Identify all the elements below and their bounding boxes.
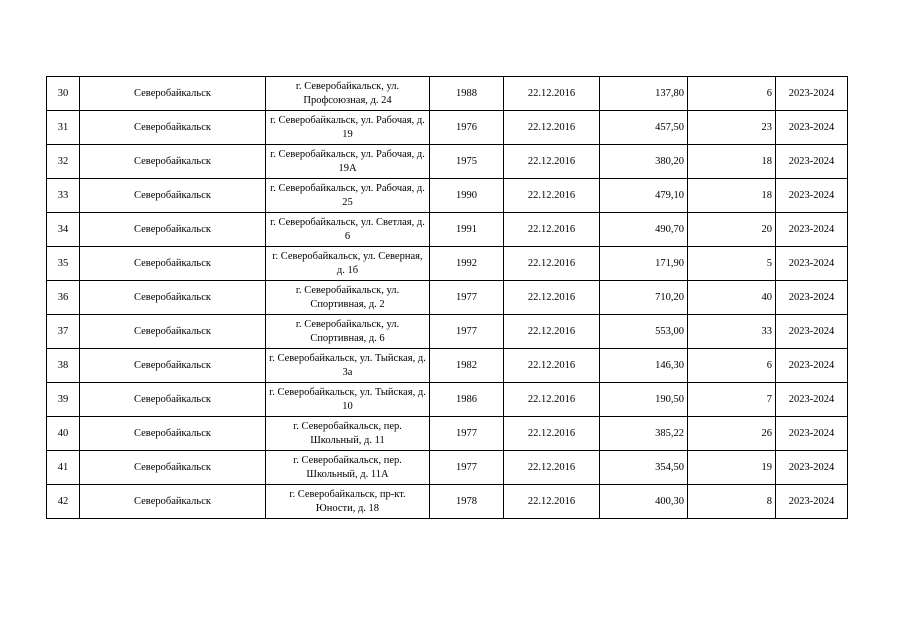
date-cell: 22.12.2016	[504, 485, 600, 519]
area-cell: 137,80	[600, 77, 688, 111]
row-number-cell: 36	[47, 281, 80, 315]
area-cell: 710,20	[600, 281, 688, 315]
address-cell: г. Северобайкальск, ул. Спортивная, д. 2	[266, 281, 430, 315]
area-cell: 479,10	[600, 179, 688, 213]
address-cell: г. Северобайкальск, ул. Рабочая, д. 19А	[266, 145, 430, 179]
table-row	[47, 349, 848, 383]
date-cell: 22.12.2016	[504, 213, 600, 247]
city-cell: Северобайкальск	[80, 179, 266, 213]
count-cell: 8	[688, 485, 776, 519]
count-cell: 18	[688, 145, 776, 179]
table-row	[47, 451, 848, 485]
area-cell: 380,20	[600, 145, 688, 179]
count-cell: 7	[688, 383, 776, 417]
row-number-cell: 37	[47, 315, 80, 349]
period-cell: 2023-2024	[776, 417, 848, 451]
city-cell: Северобайкальск	[80, 485, 266, 519]
table-row	[47, 315, 848, 349]
year-built-cell: 1976	[430, 111, 504, 145]
period-cell: 2023-2024	[776, 485, 848, 519]
year-built-cell: 1991	[430, 213, 504, 247]
row-number-cell: 35	[47, 247, 80, 281]
year-built-cell: 1977	[430, 281, 504, 315]
city-cell: Северобайкальск	[80, 349, 266, 383]
city-cell: Северобайкальск	[80, 451, 266, 485]
row-number-cell: 38	[47, 349, 80, 383]
row-number-cell: 39	[47, 383, 80, 417]
address-cell: г. Северобайкальск, ул. Тыйская, д. 3а	[266, 349, 430, 383]
count-cell: 6	[688, 349, 776, 383]
count-cell: 19	[688, 451, 776, 485]
table-body	[47, 77, 848, 519]
area-cell: 146,30	[600, 349, 688, 383]
address-cell: г. Северобайкальск, ул. Спортивная, д. 6	[266, 315, 430, 349]
count-cell: 6	[688, 77, 776, 111]
area-cell: 490,70	[600, 213, 688, 247]
area-cell: 354,50	[600, 451, 688, 485]
date-cell: 22.12.2016	[504, 417, 600, 451]
address-cell: г. Северобайкальск, ул. Тыйская, д. 10	[266, 383, 430, 417]
address-cell: г. Северобайкальск, ул. Северная, д. 1б	[266, 247, 430, 281]
year-built-cell: 1990	[430, 179, 504, 213]
row-number-cell: 42	[47, 485, 80, 519]
period-cell: 2023-2024	[776, 349, 848, 383]
row-number-cell: 32	[47, 145, 80, 179]
year-built-cell: 1988	[430, 77, 504, 111]
city-cell: Северобайкальск	[80, 281, 266, 315]
count-cell: 20	[688, 213, 776, 247]
area-cell: 385,22	[600, 417, 688, 451]
date-cell: 22.12.2016	[504, 111, 600, 145]
year-built-cell: 1978	[430, 485, 504, 519]
table-row	[47, 383, 848, 417]
period-cell: 2023-2024	[776, 247, 848, 281]
table-row	[47, 179, 848, 213]
city-cell: Северобайкальск	[80, 417, 266, 451]
date-cell: 22.12.2016	[504, 179, 600, 213]
row-number-cell: 30	[47, 77, 80, 111]
period-cell: 2023-2024	[776, 281, 848, 315]
date-cell: 22.12.2016	[504, 315, 600, 349]
year-built-cell: 1982	[430, 349, 504, 383]
table-row	[47, 485, 848, 519]
area-cell: 171,90	[600, 247, 688, 281]
count-cell: 5	[688, 247, 776, 281]
count-cell: 26	[688, 417, 776, 451]
count-cell: 33	[688, 315, 776, 349]
period-cell: 2023-2024	[776, 145, 848, 179]
table-row	[47, 281, 848, 315]
area-cell: 553,00	[600, 315, 688, 349]
period-cell: 2023-2024	[776, 213, 848, 247]
date-cell: 22.12.2016	[504, 77, 600, 111]
address-cell: г. Северобайкальск, пр-кт. Юности, д. 18	[266, 485, 430, 519]
period-cell: 2023-2024	[776, 451, 848, 485]
city-cell: Северобайкальск	[80, 383, 266, 417]
date-cell: 22.12.2016	[504, 451, 600, 485]
table-row	[47, 111, 848, 145]
address-cell: г. Северобайкальск, ул. Рабочая, д. 19	[266, 111, 430, 145]
date-cell: 22.12.2016	[504, 145, 600, 179]
row-number-cell: 33	[47, 179, 80, 213]
date-cell: 22.12.2016	[504, 349, 600, 383]
count-cell: 40	[688, 281, 776, 315]
table-row	[47, 213, 848, 247]
address-cell: г. Северобайкальск, ул. Рабочая, д. 25	[266, 179, 430, 213]
date-cell: 22.12.2016	[504, 247, 600, 281]
row-number-cell: 40	[47, 417, 80, 451]
year-built-cell: 1977	[430, 451, 504, 485]
year-built-cell: 1986	[430, 383, 504, 417]
city-cell: Северобайкальск	[80, 111, 266, 145]
year-built-cell: 1977	[430, 315, 504, 349]
count-cell: 23	[688, 111, 776, 145]
housing-registry-table	[46, 76, 848, 519]
date-cell: 22.12.2016	[504, 383, 600, 417]
table-row	[47, 247, 848, 281]
table-row	[47, 77, 848, 111]
date-cell: 22.12.2016	[504, 281, 600, 315]
area-cell: 400,30	[600, 485, 688, 519]
period-cell: 2023-2024	[776, 383, 848, 417]
city-cell: Северобайкальск	[80, 77, 266, 111]
area-cell: 457,50	[600, 111, 688, 145]
address-cell: г. Северобайкальск, ул. Светлая, д. 6	[266, 213, 430, 247]
year-built-cell: 1977	[430, 417, 504, 451]
count-cell: 18	[688, 179, 776, 213]
city-cell: Северобайкальск	[80, 315, 266, 349]
table-row	[47, 145, 848, 179]
year-built-cell: 1992	[430, 247, 504, 281]
city-cell: Северобайкальск	[80, 145, 266, 179]
row-number-cell: 41	[47, 451, 80, 485]
area-cell: 190,50	[600, 383, 688, 417]
address-cell: г. Северобайкальск, ул. Профсоюзная, д. 24	[266, 77, 430, 111]
row-number-cell: 34	[47, 213, 80, 247]
period-cell: 2023-2024	[776, 315, 848, 349]
period-cell: 2023-2024	[776, 77, 848, 111]
year-built-cell: 1975	[430, 145, 504, 179]
city-cell: Северобайкальск	[80, 247, 266, 281]
address-cell: г. Северобайкальск, пер. Школьный, д. 11	[266, 417, 430, 451]
table-row	[47, 417, 848, 451]
period-cell: 2023-2024	[776, 111, 848, 145]
row-number-cell: 31	[47, 111, 80, 145]
city-cell: Северобайкальск	[80, 213, 266, 247]
period-cell: 2023-2024	[776, 179, 848, 213]
address-cell: г. Северобайкальск, пер. Школьный, д. 11А	[266, 451, 430, 485]
